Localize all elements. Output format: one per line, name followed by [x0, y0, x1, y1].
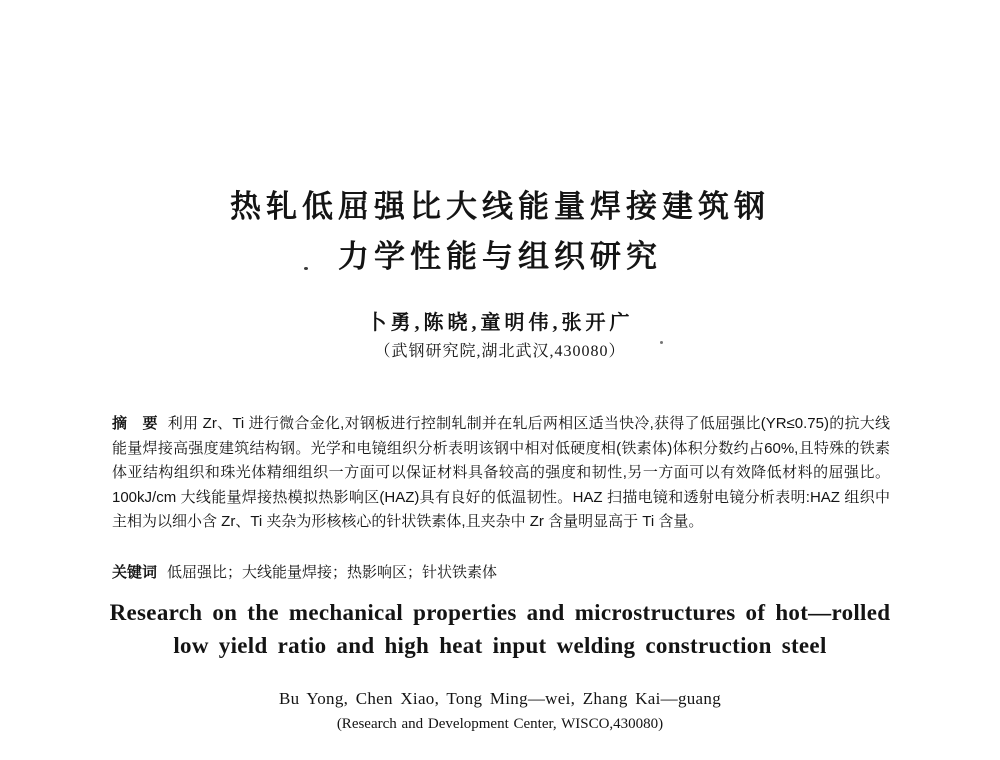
- keywords-line: [112, 561, 890, 585]
- abstract-paragraph: [112, 412, 890, 535]
- english-title-line2: low yield ratio and high heat input welding construction steel: [173, 633, 827, 658]
- keywords-text: 低屈强比；大线能量焊接；热影响区；针状铁素体: [167, 564, 498, 581]
- chinese-authors: 卜勇,陈晓,童明伟,张开广: [366, 312, 634, 334]
- scan-speck: [304, 267, 308, 270]
- chinese-title-line1: 热轧低屈强比大线能量焊接建筑钢: [230, 189, 770, 224]
- abstract-text: 利用 Zr、Ti 进行微合金化,对钢板进行控制轧制并在轧后两相区适当快冷,获得了低屈强比(YR≤0.75)的抗大线能量焊接高强度建筑结构钢。光学和电镜组织分析表明该钢中相对低硬度相(铁素体)体积分数约占60%,且特殊的铁素体亚结构组织和珠光体精细组织一方面可以保证材料具备较高的强度和韧性,另一方面可以有效降低材料的屈强比。100kJ/cm 大线能量焊接热模拟热影响区(HAZ)具有良好的低温韧性。HAZ 扫描电镜和透射电镜分析表明:HAZ 组织中主相为以细小含 Zr、Ti 夹杂为形核核心的针状铁素体,且夹杂中 Zr 含量明显高于 Ti 含量。: [112, 415, 890, 531]
- english-authors: Bu Yong, Chen Xiao, Tong Ming—wei, Zhang Kai—guang: [278, 689, 721, 708]
- english-affiliation: (Research and Development Center, WISCO,430080): [336, 716, 664, 732]
- chinese-affiliation: （武钢研究院,湖北武汉,430080）: [374, 343, 626, 360]
- chinese-title-line2: 力学性能与组织研究: [338, 239, 662, 274]
- keywords-label: 关键词: [112, 564, 158, 581]
- abstract-label: 摘 要: [112, 415, 158, 432]
- english-title-line1: Research on the mechanical properties and microstructures of hot—rolled: [109, 600, 891, 625]
